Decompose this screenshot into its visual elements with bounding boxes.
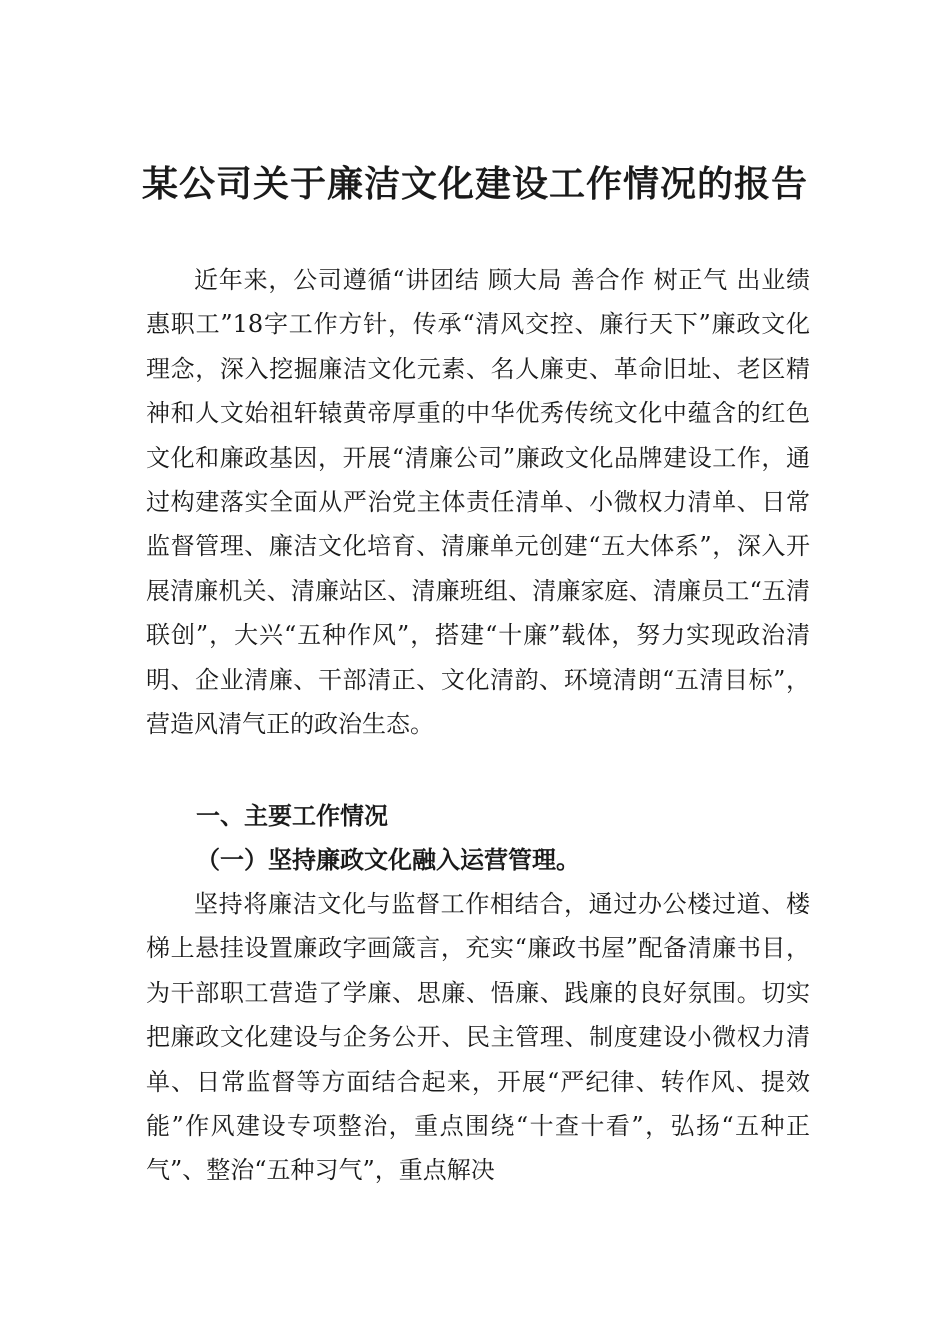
section-heading: 一、主要工作情况	[196, 802, 388, 830]
body-paragraph: 坚持将廉洁文化与监督工作相结合，通过办公楼过道、楼梯上悬挂设置廉政字画箴言，充实“廉政书屋”配备清廉书目，为干部职工营造了学廉、思廉、悟廉、践廉的良好氛围。切实把廉政文化建设与企务公开、民主管理、制度建设小微权力清单、日常监督等方面结合起来，开展“严纪律、转作风、提效能”作风建设专项整治，重点围绕“十查十看”，弘扬“五种正气”、整治“五种习气”，重点解决	[146, 890, 810, 1185]
document-title: 某公司关于廉洁文化建设工作情况的报告	[141, 164, 808, 205]
intro-paragraph: 近年来，公司遵循“讲团结 顾大局 善合作 树正气 出业绩 惠职工”18字工作方针，传承“清风交控、廉行天下”廉政文化理念，深入挖掘廉洁文化元素、名人廉吏、革命旧址、老区精神和人文始祖轩辕黄帝厚重的中华优秀传统文化中蕴含的红色文化和廉政基因，开展“清廉公司”廉政文化品牌建设工作，通过构建落实全面从严治党主体责任清单、小微权力清单、日常监督管理、廉洁文化培育、清廉单元创建“五大体系”，深入开展清廉机关、清廉站区、清廉班组、清廉家庭、清廉员工“五清联创”，大兴“五种作风”，搭建“十廉”载体，努力实现政治清明、企业清廉、干部清正、文化清韵、环境清朗“五清目标”，营造风清气正的政治生态。	[146, 266, 810, 739]
subsection-heading: （一）坚持廉政文化融入运营管理。	[196, 845, 580, 874]
